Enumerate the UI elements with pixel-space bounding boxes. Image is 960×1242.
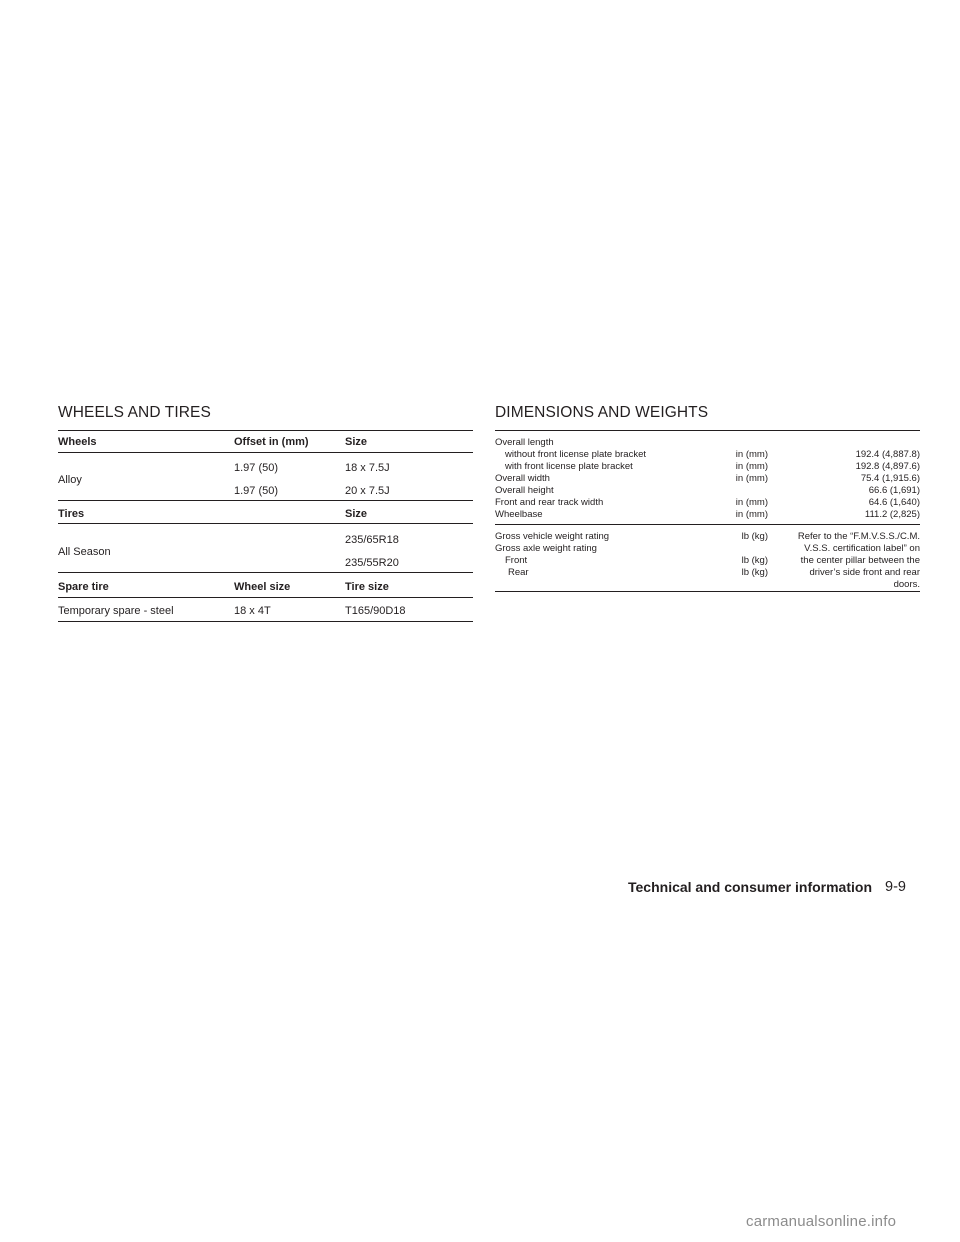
dimension-label: Overall length — [495, 437, 554, 448]
weight-label: Front — [505, 555, 528, 566]
spare-tire-header-label: Spare tire — [58, 581, 109, 593]
size-header-label: Size — [345, 436, 368, 448]
section-rule — [495, 430, 920, 431]
weight-unit: lb (kg) — [741, 531, 768, 542]
wheel-offset: 1.97 (50) — [234, 485, 279, 497]
wheels-tires-title: WHEELS AND TIRES — [58, 404, 211, 421]
spare-tire-size: T165/90D18 — [345, 605, 406, 617]
footer-section-title: Technical and consumer information — [628, 879, 873, 895]
page-number: 9-9 — [885, 879, 906, 895]
table-bottom-rule — [495, 591, 920, 592]
dimension-value: 64.6 (1,640) — [868, 497, 920, 508]
weights-note-line: the center pillar between the — [800, 555, 920, 566]
row-rule — [58, 500, 473, 501]
tires-header-label: Tires — [58, 508, 85, 520]
spare-tire-type: Temporary spare - steel — [58, 605, 174, 617]
dimension-value: 66.6 (1,691) — [868, 485, 920, 496]
row-rule — [495, 524, 920, 525]
weight-unit: lb (kg) — [741, 555, 768, 566]
wheels-header-label: Wheels — [58, 436, 97, 448]
wheel-size: 20 x 7.5J — [345, 485, 390, 497]
dimension-unit: in (mm) — [735, 461, 768, 472]
wheel-size: 18 x 7.5J — [345, 462, 390, 474]
row-rule — [58, 572, 473, 573]
tire-size-header-label: Size — [345, 508, 368, 520]
weights-note-line: driver’s side front and rear — [809, 567, 920, 578]
dimension-value: 192.8 (4,897.6) — [855, 461, 920, 472]
header-rule — [58, 452, 473, 453]
dimension-value: 192.4 (4,887.8) — [855, 449, 920, 460]
dimension-value: 75.4 (1,915.6) — [860, 473, 920, 484]
dimension-unit: in (mm) — [735, 473, 768, 484]
spare-tire-size-header-label: Tire size — [345, 581, 389, 593]
wheel-offset: 1.97 (50) — [234, 462, 279, 474]
weights-note-line: V.S.S. certification label” on — [804, 543, 920, 554]
tire-size: 235/65R18 — [345, 534, 399, 546]
dimension-unit: in (mm) — [735, 449, 768, 460]
dimensions-weights-title: DIMENSIONS AND WEIGHTS — [495, 404, 709, 421]
dimension-label: Overall height — [495, 485, 554, 496]
weights-note-line: doors. — [893, 579, 920, 590]
section-rule — [58, 430, 473, 431]
tire-size: 235/55R20 — [345, 557, 399, 569]
weights-note-line: Refer to the “F.M.V.S.S./C.M. — [797, 531, 920, 542]
tire-type: All Season — [58, 546, 111, 558]
weight-unit: lb (kg) — [741, 567, 768, 578]
dimension-label: Wheelbase — [495, 509, 543, 520]
weight-label: Gross vehicle weight rating — [495, 531, 610, 542]
dimension-label: Front and rear track width — [495, 497, 604, 508]
wheel-size-header-label: Wheel size — [234, 581, 291, 593]
offset-header-label: Offset in (mm) — [234, 436, 309, 448]
watermark: carmanualsonline.info — [746, 1213, 897, 1230]
dimension-unit: in (mm) — [735, 497, 768, 508]
dimension-label: Overall width — [495, 473, 550, 484]
dimension-label: with front license plate bracket — [505, 461, 633, 472]
header-rule — [58, 523, 473, 524]
weight-label: Rear — [508, 567, 529, 578]
dimension-value: 111.2 (2,825) — [864, 509, 920, 520]
dimension-unit: in (mm) — [735, 509, 768, 520]
spare-wheel-size: 18 x 4T — [234, 605, 271, 617]
weight-label: Gross axle weight rating — [495, 543, 597, 554]
header-rule — [58, 597, 473, 598]
wheel-type: Alloy — [58, 474, 82, 486]
table-bottom-rule — [58, 621, 473, 622]
dimension-label: without front license plate bracket — [505, 449, 646, 460]
